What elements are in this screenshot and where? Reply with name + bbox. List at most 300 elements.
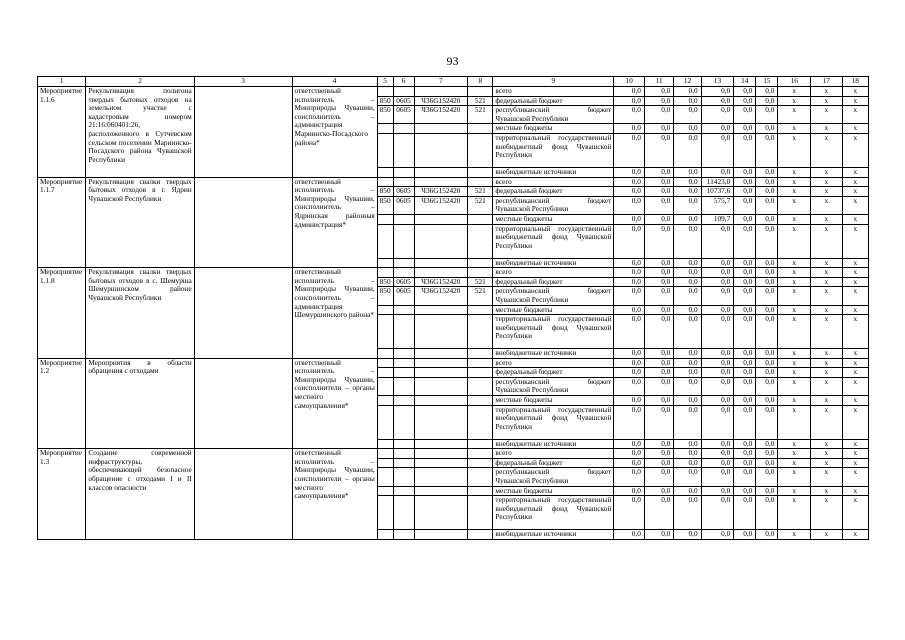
column-number-header: 9 bbox=[493, 77, 614, 87]
year-value-cell: 0,0 bbox=[756, 96, 778, 106]
expense-type-cell bbox=[468, 349, 493, 359]
expense-type-cell: 521 bbox=[468, 96, 493, 106]
funding-source-cell: территориальный государственный внебюджетный фонд Чувашской Республики bbox=[493, 224, 614, 258]
year-value-cell: х bbox=[778, 258, 811, 268]
year-value-cell: 0,0 bbox=[614, 287, 645, 305]
target-article-cell bbox=[414, 87, 468, 97]
year-value-cell: 0,0 bbox=[644, 96, 673, 106]
expense-type-cell bbox=[468, 496, 493, 530]
expense-type-cell bbox=[468, 396, 493, 406]
column-number-header: 2 bbox=[86, 77, 194, 87]
year-value-cell: х bbox=[842, 458, 868, 468]
year-value-cell: 0,0 bbox=[674, 268, 701, 278]
year-value-cell: х bbox=[811, 486, 843, 496]
year-value-cell: 0,0 bbox=[701, 449, 734, 459]
expense-type-cell: 521 bbox=[468, 287, 493, 305]
grbs-code-cell bbox=[377, 87, 393, 97]
year-value-cell: х bbox=[811, 305, 843, 315]
grbs-code-cell bbox=[377, 439, 393, 449]
year-value-cell: 0,0 bbox=[614, 358, 645, 368]
section-code-cell bbox=[393, 377, 414, 395]
grbs-code-cell bbox=[377, 486, 393, 496]
year-value-cell: 0,0 bbox=[674, 258, 701, 268]
year-value-cell: 0,0 bbox=[614, 486, 645, 496]
grbs-code-cell bbox=[377, 458, 393, 468]
expense-type-cell bbox=[468, 368, 493, 378]
year-value-cell: 0,0 bbox=[756, 358, 778, 368]
column-number-header: 6 bbox=[393, 77, 414, 87]
year-value-cell: 0,0 bbox=[701, 277, 734, 287]
year-value-cell: х bbox=[778, 368, 811, 378]
target-article-cell bbox=[414, 468, 468, 486]
funding-source-cell: территориальный государственный внебюджетный фонд Чувашской Республики bbox=[493, 133, 614, 167]
year-value-cell: 0,0 bbox=[674, 124, 701, 134]
year-value-cell: 0,0 bbox=[674, 305, 701, 315]
grbs-code-cell bbox=[377, 224, 393, 258]
expense-type-cell bbox=[468, 167, 493, 177]
year-value-cell: 0,0 bbox=[734, 349, 756, 359]
year-value-cell: 0,0 bbox=[614, 530, 645, 540]
year-value-cell: 0,0 bbox=[734, 449, 756, 459]
funding-source-cell: всего bbox=[493, 87, 614, 97]
target-article-cell: Ч36G152420 bbox=[414, 96, 468, 106]
year-value-cell: х bbox=[778, 358, 811, 368]
responsible-executor-cell: ответственный исполнитель – Минприроды Чувашии, соисполнители – органы местного самоуправления* bbox=[292, 358, 377, 449]
year-value-cell: 0,0 bbox=[734, 124, 756, 134]
year-value-cell: 0,0 bbox=[701, 439, 734, 449]
column-3-cell bbox=[194, 177, 292, 268]
event-label-cell: Мероприятие 1.1.7 bbox=[38, 177, 86, 268]
section-code-cell bbox=[393, 458, 414, 468]
year-value-cell: х bbox=[842, 405, 868, 439]
year-value-cell: 0,0 bbox=[734, 106, 756, 124]
year-value-cell: х bbox=[811, 458, 843, 468]
event-label-cell: Мероприятие 1.3 bbox=[38, 449, 86, 540]
column-number-header: 8 bbox=[468, 77, 493, 87]
year-value-cell: 0,0 bbox=[734, 167, 756, 177]
year-value-cell: 0,0 bbox=[614, 305, 645, 315]
target-article-cell bbox=[414, 167, 468, 177]
year-value-cell: 0,0 bbox=[701, 377, 734, 395]
expense-type-cell bbox=[468, 377, 493, 395]
year-value-cell: 0,0 bbox=[614, 405, 645, 439]
year-value-cell: 10737,6 bbox=[701, 187, 734, 197]
year-value-cell: х bbox=[778, 439, 811, 449]
year-value-cell: х bbox=[811, 449, 843, 459]
year-value-cell: х bbox=[811, 124, 843, 134]
year-value-cell: 0,0 bbox=[614, 396, 645, 406]
grbs-code-cell bbox=[377, 305, 393, 315]
year-value-cell: 0,0 bbox=[674, 396, 701, 406]
year-value-cell: х bbox=[811, 349, 843, 359]
expense-type-cell bbox=[468, 214, 493, 224]
year-value-cell: х bbox=[842, 167, 868, 177]
year-value-cell: х bbox=[778, 106, 811, 124]
funding-source-cell: федеральный бюджет bbox=[493, 368, 614, 378]
section-code-cell bbox=[393, 530, 414, 540]
expense-type-cell bbox=[468, 87, 493, 97]
funding-source-cell: всего bbox=[493, 449, 614, 459]
target-article-cell bbox=[414, 439, 468, 449]
year-value-cell: 0,0 bbox=[756, 530, 778, 540]
section-code-cell: 0605 bbox=[393, 287, 414, 305]
year-value-cell: 0,0 bbox=[644, 458, 673, 468]
funding-source-cell: территориальный государственный внебюджетный фонд Чувашской Республики bbox=[493, 496, 614, 530]
funding-source-cell: внебюджетные источники bbox=[493, 349, 614, 359]
year-value-cell: 0,0 bbox=[756, 458, 778, 468]
year-value-cell: 0,0 bbox=[701, 468, 734, 486]
funding-source-cell: республиканский бюджет Чувашской Республики bbox=[493, 196, 614, 214]
year-value-cell: 0,0 bbox=[644, 106, 673, 124]
year-value-cell: х bbox=[811, 287, 843, 305]
year-value-cell: 0,0 bbox=[756, 258, 778, 268]
grbs-code-cell bbox=[377, 124, 393, 134]
year-value-cell: 0,0 bbox=[734, 468, 756, 486]
year-value-cell: 0,0 bbox=[644, 468, 673, 486]
year-value-cell: х bbox=[778, 486, 811, 496]
section-code-cell bbox=[393, 87, 414, 97]
funding-source-cell: всего bbox=[493, 177, 614, 187]
year-value-cell: 0,0 bbox=[644, 315, 673, 349]
year-value-cell: х bbox=[842, 468, 868, 486]
year-value-cell: х bbox=[811, 258, 843, 268]
section-code-cell bbox=[393, 468, 414, 486]
expense-type-cell bbox=[468, 315, 493, 349]
target-article-cell bbox=[414, 358, 468, 368]
expense-type-cell: 521 bbox=[468, 106, 493, 124]
year-value-cell: 0,0 bbox=[734, 268, 756, 278]
year-value-cell: 0,0 bbox=[674, 96, 701, 106]
year-value-cell: 0,0 bbox=[756, 277, 778, 287]
table-row bbox=[38, 358, 869, 368]
year-value-cell: 0,0 bbox=[756, 214, 778, 224]
grbs-code-cell bbox=[377, 377, 393, 395]
year-value-cell: 0,0 bbox=[644, 224, 673, 258]
year-value-cell: х bbox=[842, 96, 868, 106]
year-value-cell: 0,0 bbox=[674, 358, 701, 368]
year-value-cell: 0,0 bbox=[674, 349, 701, 359]
grbs-code-cell bbox=[377, 449, 393, 459]
year-value-cell: 0,0 bbox=[674, 87, 701, 97]
year-value-cell: 0,0 bbox=[644, 377, 673, 395]
year-value-cell: 0,0 bbox=[674, 315, 701, 349]
year-value-cell: 0,0 bbox=[756, 315, 778, 349]
section-code-cell bbox=[393, 177, 414, 187]
year-value-cell: х bbox=[811, 224, 843, 258]
funding-source-cell: внебюджетные источники bbox=[493, 439, 614, 449]
funding-source-cell: республиканский бюджет Чувашской Республики bbox=[493, 106, 614, 124]
event-description-cell: Создание современной инфраструктуры, обеспечивающей безопасное обращение с отходами I и II классов опасности bbox=[86, 449, 194, 540]
year-value-cell: 0,0 bbox=[734, 458, 756, 468]
funding-source-cell: местные бюджеты bbox=[493, 214, 614, 224]
year-value-cell: 0,0 bbox=[644, 258, 673, 268]
year-value-cell: х bbox=[842, 496, 868, 530]
year-value-cell: 0,0 bbox=[614, 268, 645, 278]
column-number-header: 13 bbox=[701, 77, 734, 87]
year-value-cell: 0,0 bbox=[614, 196, 645, 214]
target-article-cell: Ч36G152420 bbox=[414, 187, 468, 197]
year-value-cell: 0,0 bbox=[674, 133, 701, 167]
year-value-cell: 0,0 bbox=[756, 449, 778, 459]
year-value-cell: х bbox=[811, 368, 843, 378]
year-value-cell: 0,0 bbox=[674, 196, 701, 214]
year-value-cell: 0,0 bbox=[644, 368, 673, 378]
expense-type-cell: 521 bbox=[468, 187, 493, 197]
grbs-code-cell bbox=[377, 349, 393, 359]
column-number-header: 11 bbox=[644, 77, 673, 87]
grbs-code-cell bbox=[377, 358, 393, 368]
year-value-cell: х bbox=[811, 358, 843, 368]
year-value-cell: 0,0 bbox=[734, 377, 756, 395]
year-value-cell: 0,0 bbox=[644, 133, 673, 167]
year-value-cell: 0,0 bbox=[614, 133, 645, 167]
year-value-cell: 0,0 bbox=[644, 187, 673, 197]
year-value-cell: 0,0 bbox=[614, 349, 645, 359]
year-value-cell: х bbox=[811, 396, 843, 406]
funding-source-cell: местные бюджеты bbox=[493, 124, 614, 134]
year-value-cell: 0,0 bbox=[701, 258, 734, 268]
section-code-cell bbox=[393, 214, 414, 224]
event-description-cell: Рекультивация полигона твердых бытовых отходов на земельном участке с кадастровым номером 21:16:060401:26, расположенного в Сутчевском сельском поселении Мариинско-Посадского района Чувашской Республики bbox=[86, 87, 194, 178]
year-value-cell: х bbox=[842, 106, 868, 124]
year-value-cell: 0,0 bbox=[614, 214, 645, 224]
year-value-cell: х bbox=[811, 167, 843, 177]
year-value-cell: х bbox=[842, 315, 868, 349]
year-value-cell: 0,0 bbox=[644, 87, 673, 97]
grbs-code-cell bbox=[377, 496, 393, 530]
section-code-cell: 0605 bbox=[393, 196, 414, 214]
year-value-cell: 0,0 bbox=[644, 496, 673, 530]
year-value-cell: 0,0 bbox=[734, 496, 756, 530]
year-value-cell: 0,0 bbox=[756, 268, 778, 278]
grbs-code-cell bbox=[377, 396, 393, 406]
expense-type-cell bbox=[468, 224, 493, 258]
year-value-cell: 0,0 bbox=[734, 405, 756, 439]
table-row bbox=[38, 268, 869, 278]
year-value-cell: 0,0 bbox=[644, 124, 673, 134]
year-value-cell: х bbox=[842, 486, 868, 496]
year-value-cell: 0,0 bbox=[674, 468, 701, 486]
event-label-cell: Мероприятие 1.2 bbox=[38, 358, 86, 449]
target-article-cell bbox=[414, 449, 468, 459]
responsible-executor-cell: ответственный исполнитель – Минприроды Чувашии, соисполнитель – администрация Шемуршинского района* bbox=[292, 268, 377, 359]
year-value-cell: х bbox=[811, 496, 843, 530]
target-article-cell bbox=[414, 377, 468, 395]
expense-type-cell bbox=[468, 486, 493, 496]
year-value-cell: 0,0 bbox=[674, 377, 701, 395]
year-value-cell: х bbox=[778, 277, 811, 287]
year-value-cell: х bbox=[842, 277, 868, 287]
target-article-cell: Ч36G152420 bbox=[414, 196, 468, 214]
year-value-cell: х bbox=[811, 530, 843, 540]
year-value-cell: 0,0 bbox=[644, 287, 673, 305]
year-value-cell: х bbox=[778, 315, 811, 349]
year-value-cell: х bbox=[811, 196, 843, 214]
funding-source-cell: федеральный бюджет bbox=[493, 458, 614, 468]
year-value-cell: 0,0 bbox=[734, 96, 756, 106]
year-value-cell: 0,0 bbox=[644, 177, 673, 187]
expense-type-cell bbox=[468, 358, 493, 368]
column-number-header: 7 bbox=[414, 77, 468, 87]
funding-source-cell: территориальный государственный внебюджетный фонд Чувашской Республики bbox=[493, 405, 614, 439]
year-value-cell: 0,0 bbox=[756, 287, 778, 305]
year-value-cell: 0,0 bbox=[674, 496, 701, 530]
year-value-cell: 109,7 bbox=[701, 214, 734, 224]
year-value-cell: 0,0 bbox=[734, 258, 756, 268]
year-value-cell: 0,0 bbox=[701, 106, 734, 124]
year-value-cell: 0,0 bbox=[674, 106, 701, 124]
year-value-cell: 0,0 bbox=[644, 214, 673, 224]
grbs-code-cell: 850 bbox=[377, 277, 393, 287]
year-value-cell: 0,0 bbox=[756, 224, 778, 258]
year-value-cell: 0,0 bbox=[644, 439, 673, 449]
year-value-cell: 0,0 bbox=[614, 449, 645, 459]
grbs-code-cell: 850 bbox=[377, 196, 393, 214]
column-number-header: 1 bbox=[38, 77, 86, 87]
expense-type-cell bbox=[468, 405, 493, 439]
year-value-cell: х bbox=[778, 530, 811, 540]
year-value-cell: х bbox=[842, 268, 868, 278]
year-value-cell: х bbox=[842, 530, 868, 540]
year-value-cell: 0,0 bbox=[756, 133, 778, 167]
section-code-cell bbox=[393, 305, 414, 315]
target-article-cell bbox=[414, 405, 468, 439]
year-value-cell: 0,0 bbox=[756, 167, 778, 177]
section-code-cell bbox=[393, 449, 414, 459]
funding-source-cell: внебюджетные источники bbox=[493, 167, 614, 177]
grbs-code-cell bbox=[377, 133, 393, 167]
table-row bbox=[38, 177, 869, 187]
funding-source-cell: территориальный государственный внебюджетный фонд Чувашской Республики bbox=[493, 315, 614, 349]
target-article-cell bbox=[414, 315, 468, 349]
year-value-cell: х bbox=[842, 187, 868, 197]
year-value-cell: х bbox=[778, 187, 811, 197]
expense-type-cell bbox=[468, 468, 493, 486]
grbs-code-cell: 850 bbox=[377, 96, 393, 106]
grbs-code-cell: 850 bbox=[377, 106, 393, 124]
section-code-cell bbox=[393, 405, 414, 439]
year-value-cell: х bbox=[842, 349, 868, 359]
year-value-cell: 0,0 bbox=[674, 486, 701, 496]
year-value-cell: 0,0 bbox=[644, 268, 673, 278]
section-code-cell bbox=[393, 439, 414, 449]
section-code-cell bbox=[393, 124, 414, 134]
year-value-cell: 0,0 bbox=[756, 196, 778, 214]
year-value-cell: 0,0 bbox=[734, 530, 756, 540]
year-value-cell: 0,0 bbox=[701, 268, 734, 278]
year-value-cell: х bbox=[811, 468, 843, 486]
year-value-cell: х bbox=[778, 177, 811, 187]
table-row bbox=[38, 87, 869, 97]
expense-type-cell bbox=[468, 305, 493, 315]
grbs-code-cell bbox=[377, 315, 393, 349]
year-value-cell: х bbox=[842, 196, 868, 214]
section-code-cell bbox=[393, 268, 414, 278]
section-code-cell bbox=[393, 496, 414, 530]
year-value-cell: х bbox=[842, 305, 868, 315]
year-value-cell: 0,0 bbox=[614, 377, 645, 395]
year-value-cell: 0,0 bbox=[674, 439, 701, 449]
section-code-cell bbox=[393, 167, 414, 177]
year-value-cell: 0,0 bbox=[701, 496, 734, 530]
year-value-cell: 0,0 bbox=[734, 277, 756, 287]
year-value-cell: х bbox=[811, 133, 843, 167]
year-value-cell: 0,0 bbox=[614, 224, 645, 258]
year-value-cell: 0,0 bbox=[701, 87, 734, 97]
target-article-cell: Ч36G152420 bbox=[414, 287, 468, 305]
year-value-cell: х bbox=[778, 268, 811, 278]
year-value-cell: х bbox=[842, 224, 868, 258]
responsible-executor-cell: ответственный исполнитель – Минприроды Чувашии, соисполнитель – Ядринская районная администрация* bbox=[292, 177, 377, 268]
column-number-header: 18 bbox=[842, 77, 868, 87]
year-value-cell: х bbox=[842, 214, 868, 224]
year-value-cell: 0,0 bbox=[674, 530, 701, 540]
year-value-cell: 0,0 bbox=[674, 405, 701, 439]
header-row bbox=[38, 77, 869, 87]
year-value-cell: х bbox=[811, 405, 843, 439]
year-value-cell: х bbox=[811, 87, 843, 97]
year-value-cell: 0,0 bbox=[701, 530, 734, 540]
responsible-executor-cell: ответственный исполнитель – Минприроды Чувашии, соисполнитель – администрация Мариинско-Посадского района* bbox=[292, 87, 377, 178]
section-code-cell: 0605 bbox=[393, 277, 414, 287]
column-3-cell bbox=[194, 87, 292, 178]
year-value-cell: х bbox=[842, 287, 868, 305]
year-value-cell: 0,0 bbox=[701, 458, 734, 468]
expense-type-cell bbox=[468, 177, 493, 187]
year-value-cell: 0,0 bbox=[734, 196, 756, 214]
year-value-cell: 0,0 bbox=[614, 177, 645, 187]
year-value-cell: 0,0 bbox=[756, 377, 778, 395]
year-value-cell: 0,0 bbox=[614, 96, 645, 106]
year-value-cell: 0,0 bbox=[644, 449, 673, 459]
expense-type-cell bbox=[468, 124, 493, 134]
year-value-cell: 0,0 bbox=[614, 277, 645, 287]
funding-source-cell: федеральный бюджет bbox=[493, 96, 614, 106]
event-label-cell: Мероприятие 1.1.6 bbox=[38, 87, 86, 178]
year-value-cell: 0,0 bbox=[614, 496, 645, 530]
funding-source-cell: внебюджетные источники bbox=[493, 530, 614, 540]
section-code-cell bbox=[393, 396, 414, 406]
year-value-cell: х bbox=[811, 177, 843, 187]
expense-type-cell bbox=[468, 439, 493, 449]
year-value-cell: 0,0 bbox=[674, 214, 701, 224]
funding-source-cell: федеральный бюджет bbox=[493, 277, 614, 287]
year-value-cell: х bbox=[842, 258, 868, 268]
year-value-cell: х bbox=[778, 349, 811, 359]
year-value-cell: 0,0 bbox=[756, 368, 778, 378]
year-value-cell: 0,0 bbox=[701, 349, 734, 359]
year-value-cell: х bbox=[778, 305, 811, 315]
year-value-cell: х bbox=[811, 268, 843, 278]
funding-source-cell: всего bbox=[493, 268, 614, 278]
year-value-cell: х bbox=[778, 224, 811, 258]
year-value-cell: 0,0 bbox=[614, 167, 645, 177]
funding-source-cell: местные бюджеты bbox=[493, 305, 614, 315]
year-value-cell: 0,0 bbox=[701, 405, 734, 439]
expense-type-cell bbox=[468, 458, 493, 468]
target-article-cell bbox=[414, 396, 468, 406]
year-value-cell: 0,0 bbox=[756, 468, 778, 486]
year-value-cell: 0,0 bbox=[701, 124, 734, 134]
year-value-cell: 0,0 bbox=[644, 405, 673, 439]
year-value-cell: 0,0 bbox=[644, 486, 673, 496]
year-value-cell: 0,0 bbox=[614, 124, 645, 134]
year-value-cell: х bbox=[778, 458, 811, 468]
year-value-cell: 0,0 bbox=[756, 305, 778, 315]
grbs-code-cell bbox=[377, 368, 393, 378]
year-value-cell: 0,0 bbox=[756, 439, 778, 449]
year-value-cell: 0,0 bbox=[734, 439, 756, 449]
